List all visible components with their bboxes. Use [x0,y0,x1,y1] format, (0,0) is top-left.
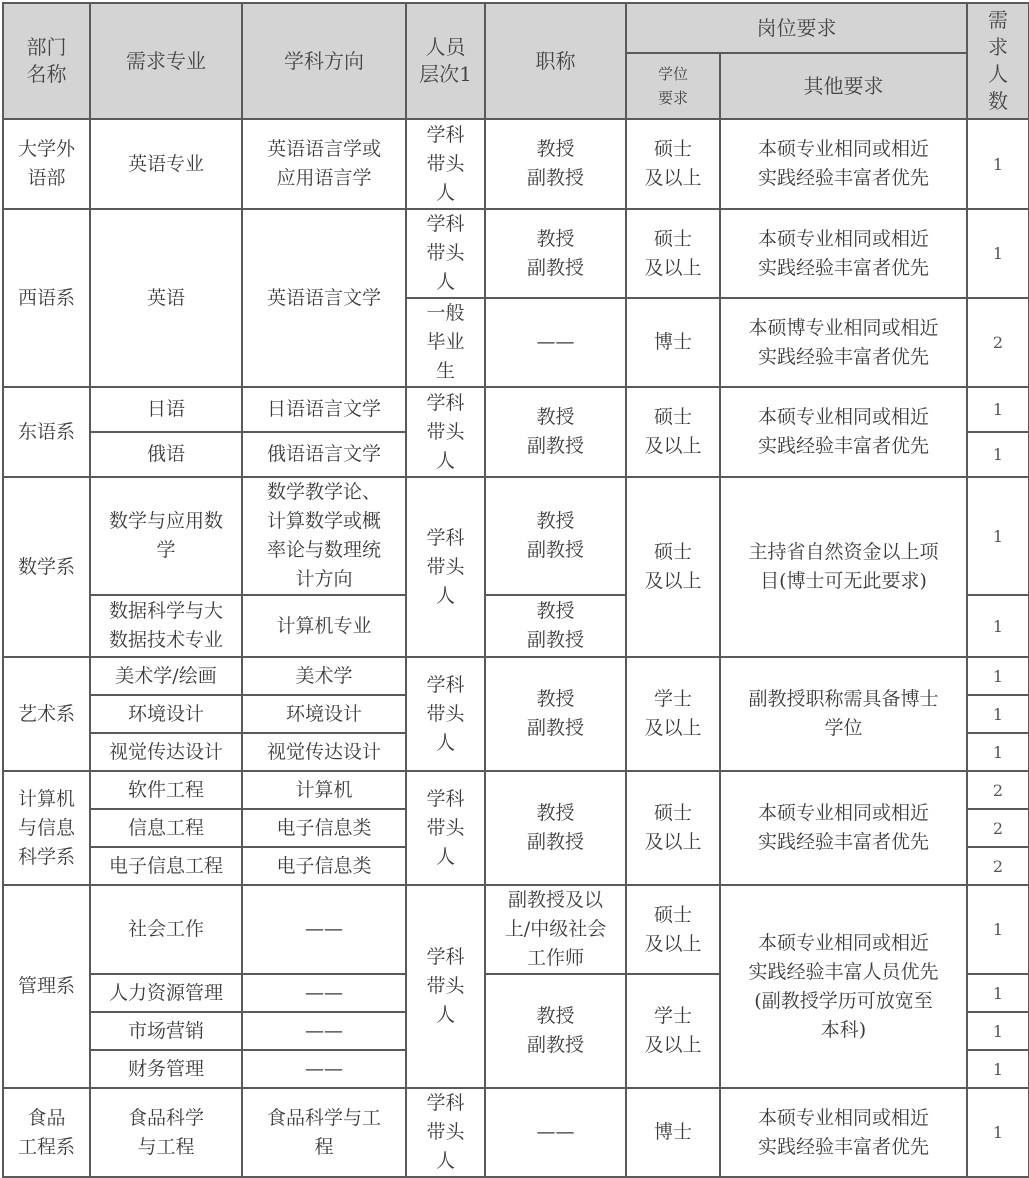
header-direction: 学科方向 [242,3,406,119]
degree-cell: 硕士 及以上 [626,387,720,477]
header-requirements: 岗位要求 [626,3,967,53]
other-cell: 主持省自然资金以上项 目(博士可无此要求) [720,477,967,657]
count-cell: 1 [967,885,1029,974]
dept-cell: 西语系 [3,209,90,387]
other-cell: 本硕专业相同或相近 实践经验丰富者优先 [720,1088,967,1177]
count-cell: 1 [967,695,1029,733]
major-cell: 食品科学 与工程 [90,1088,242,1177]
direction-cell: 美术学 [242,657,406,695]
degree-cell: 硕士 及以上 [626,771,720,885]
count-cell: 2 [967,847,1029,885]
direction-cell: 电子信息类 [242,847,406,885]
direction-cell: 食品科学与工 程 [242,1088,406,1177]
level-cell: 学科 带头 人 [406,771,485,885]
major-cell: 市场营销 [90,1012,242,1050]
level-cell: 学科 带头 人 [406,1088,485,1177]
degree-cell: 硕士 及以上 [626,477,720,657]
degree-cell: 学士 及以上 [626,974,720,1088]
major-cell: 英语专业 [90,119,242,209]
major-cell: 美术学/绘画 [90,657,242,695]
major-cell: 数据科学与大 数据技术专业 [90,595,242,657]
major-cell: 电子信息工程 [90,847,242,885]
major-cell: 人力资源管理 [90,974,242,1012]
other-cell: 本硕专业相同或相近 实践经验丰富者优先 [720,119,967,209]
count-cell: 1 [967,209,1029,298]
dept-cell: 管理系 [3,885,90,1088]
direction-cell: —— [242,1012,406,1050]
title-cell: —— [485,1088,626,1177]
table-row [3,209,1029,298]
major-cell: 软件工程 [90,771,242,809]
table-row [3,771,1029,809]
degree-cell: 硕士 及以上 [626,885,720,974]
table-row [3,119,1029,209]
other-cell: 本硕专业相同或相近 实践经验丰富者优先 [720,209,967,298]
title-cell: 教授 副教授 [485,477,626,595]
table-row [3,657,1029,695]
direction-cell: —— [242,974,406,1012]
major-cell: 数学与应用数 学 [90,477,242,595]
table-header [3,3,1029,119]
direction-cell: 计算机 [242,771,406,809]
header-title: 职称 [485,3,626,119]
header-other: 其他要求 [720,53,967,119]
title-cell: 教授 副教授 [485,771,626,885]
header-count: 需 求 人 数 [967,3,1029,119]
title-cell: 教授 副教授 [485,209,626,298]
dept-cell: 计算机 与信息 科学系 [3,771,90,885]
degree-cell: 硕士 及以上 [626,119,720,209]
count-cell: 1 [967,595,1029,657]
level-cell: 学科 带头 人 [406,119,485,209]
other-cell: 本硕专业相同或相近 实践经验丰富者优先 [720,771,967,885]
other-cell: 本硕博专业相同或相近 实践经验丰富者优先 [720,298,967,387]
count-cell: 2 [967,809,1029,847]
direction-cell: 日语语言文学 [242,387,406,432]
dept-cell: 大学外 语部 [3,119,90,209]
count-cell: 1 [967,974,1029,1012]
major-cell: 日语 [90,387,242,432]
count-cell: 1 [967,1012,1029,1050]
count-cell: 1 [967,432,1029,477]
direction-cell: 英语语言文学 [242,209,406,387]
level-cell: 学科 带头 人 [406,209,485,298]
major-cell: 信息工程 [90,809,242,847]
count-cell: 1 [967,1050,1029,1088]
table-row [3,477,1029,595]
header-dept: 部门 名称 [3,3,90,119]
count-cell: 1 [967,119,1029,209]
direction-cell: 环境设计 [242,695,406,733]
header-level: 人员 层次1 [406,3,485,119]
level-cell: 学科 带头 人 [406,885,485,1088]
degree-cell: 学士 及以上 [626,657,720,771]
degree-cell: 博士 [626,1088,720,1177]
table-row [3,1088,1029,1177]
major-cell: 英语 [90,209,242,387]
table-row [3,885,1029,974]
title-cell: 副教授及以 上/中级社会 工作师 [485,885,626,974]
count-cell: 1 [967,1088,1029,1177]
count-cell: 1 [967,477,1029,595]
title-cell: 教授 副教授 [485,387,626,477]
level-cell: 学科 带头 人 [406,657,485,771]
title-cell: —— [485,298,626,387]
title-cell: 教授 副教授 [485,119,626,209]
level-cell: 一般 毕业 生 [406,298,485,387]
other-cell: 本硕专业相同或相近 实践经验丰富者优先 [720,387,967,477]
major-cell: 俄语 [90,432,242,477]
direction-cell: 电子信息类 [242,809,406,847]
degree-cell: 博士 [626,298,720,387]
title-cell: 教授 副教授 [485,974,626,1088]
major-cell: 社会工作 [90,885,242,974]
dept-cell: 艺术系 [3,657,90,771]
header-major: 需求专业 [90,3,242,119]
count-cell: 1 [967,387,1029,432]
table-row [3,387,1029,432]
title-cell: 教授 副教授 [485,595,626,657]
direction-cell: 数学教学论、 计算数学或概 率论与数理统 计方向 [242,477,406,595]
count-cell: 1 [967,733,1029,771]
direction-cell: —— [242,885,406,974]
count-cell: 1 [967,657,1029,695]
other-cell: 本硕专业相同或相近 实践经验丰富人员优先 (副教授学历可放宽至 本科) [720,885,967,1088]
count-cell: 2 [967,771,1029,809]
direction-cell: —— [242,1050,406,1088]
dept-cell: 食品 工程系 [3,1088,90,1177]
other-cell: 副教授职称需具备博士 学位 [720,657,967,771]
dept-cell: 数学系 [3,477,90,657]
recruitment-table [2,2,1029,1178]
direction-cell: 视觉传达设计 [242,733,406,771]
title-cell: 教授 副教授 [485,657,626,771]
level-cell: 学科 带头 人 [406,477,485,657]
dept-cell: 东语系 [3,387,90,477]
header-degree: 学位 要求 [626,53,720,119]
major-cell: 环境设计 [90,695,242,733]
level-cell: 学科 带头 人 [406,387,485,477]
direction-cell: 计算机专业 [242,595,406,657]
direction-cell: 英语语言学或 应用语言学 [242,119,406,209]
count-cell: 2 [967,298,1029,387]
major-cell: 财务管理 [90,1050,242,1088]
major-cell: 视觉传达设计 [90,733,242,771]
direction-cell: 俄语语言文学 [242,432,406,477]
degree-cell: 硕士 及以上 [626,209,720,298]
